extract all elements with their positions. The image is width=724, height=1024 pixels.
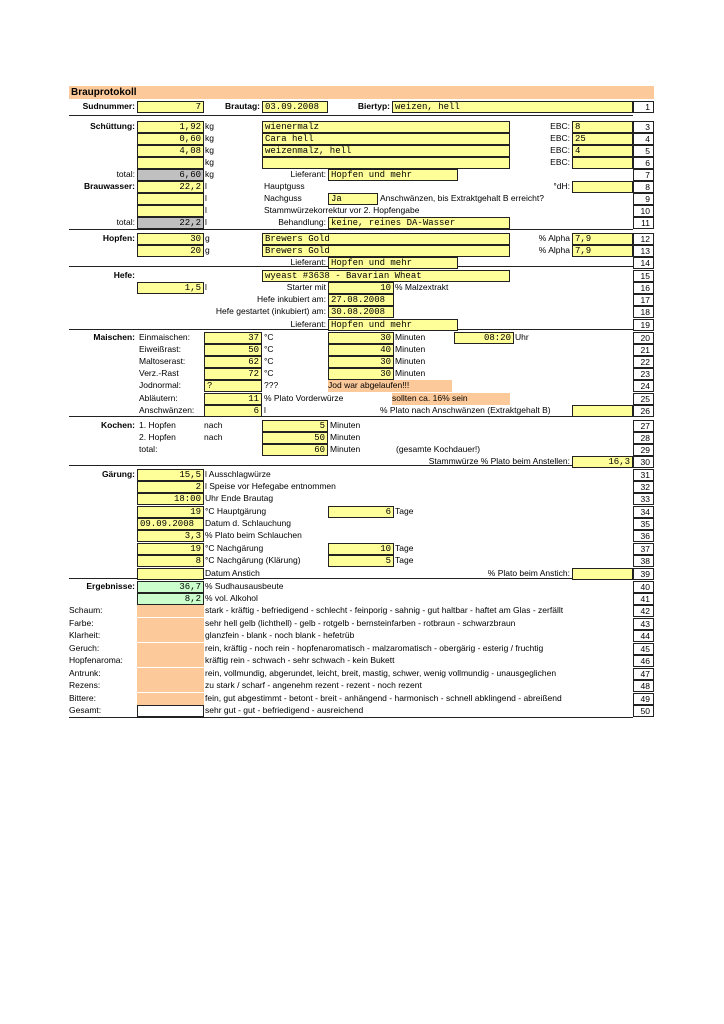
row-number: 32 [633,481,654,493]
input-cell[interactable]: 22,2 [137,181,204,193]
input-cell[interactable] [137,643,204,655]
label-cell: °C Nachgärung (Klärung) [205,555,301,565]
label-cell: zu stark / scharf - angenehm rezent - rezent - noch rezent [205,680,422,690]
label-cell: rein, kräftig - noch rein - hopfenaromatisch - malzaromatisch - obergärig - esterig / fruchtig [205,643,544,653]
input-cell[interactable] [137,205,204,217]
label-cell: kg [205,133,214,143]
input-cell[interactable]: Hopfen und mehr [328,169,458,181]
input-cell[interactable] [137,693,204,705]
label-cell: kg [205,169,214,179]
label-cell: sehr hell gelb (lichthell) - gelb - rotgelb - bernsteinfarben - rotbraun - schwarzbraun [205,618,516,628]
label-cell: Maischen: [93,332,135,342]
label-cell: Brautag: [225,101,260,111]
input-cell[interactable]: 30 [137,233,204,245]
label-cell: °C Hauptgärung [205,506,267,516]
label-cell: Tage [395,506,414,516]
input-cell[interactable]: Hopfen und mehr [328,319,458,331]
label-cell: l [264,405,266,415]
input-cell[interactable] [137,655,204,667]
row-number: 14 [633,257,654,269]
label-cell: °C Nachgärung [205,543,264,553]
row-number: 26 [633,405,654,417]
label-cell: Biertyp: [357,101,390,111]
label-cell: Datum Anstich [205,568,260,578]
page-title: Brauprotokoll [69,86,654,99]
row-number: 15 [633,270,654,282]
label-cell: Klarheit: [69,630,101,640]
input-cell[interactable]: 72 [204,368,262,380]
input-cell[interactable]: 8 [572,121,633,133]
input-cell[interactable]: 30 [328,356,394,368]
label-cell: Behandlung: [278,217,326,227]
row-number: 3 [633,121,654,133]
input-cell[interactable]: 2 [137,481,204,493]
row-number: 50 [633,705,654,717]
input-cell[interactable] [572,157,633,169]
input-cell[interactable]: 1,5 [137,282,204,294]
input-cell[interactable]: 30.08.2008 [328,306,394,318]
row-number: 49 [633,693,654,705]
row-number: 42 [633,605,654,617]
row-number: 29 [633,444,654,456]
row-number: 33 [633,493,654,505]
input-cell[interactable] [262,157,510,169]
label-cell: stark - kräftig - befriedigend - schlecht - feinporig - sahnig - gut haltbar - haftet am Glas - zerfällt [205,605,564,615]
input-cell[interactable]: 0,60 [137,133,204,145]
section-divider [69,229,633,230]
label-cell: Minuten [395,368,426,378]
input-cell[interactable]: 20 [137,245,204,257]
row-number: 44 [633,630,654,642]
input-cell[interactable]: sollten ca. 16% sein [392,393,510,405]
label-cell: Lieferant: [290,257,326,267]
label-cell: ??? [264,380,279,390]
row-number: 43 [633,618,654,630]
row-number: 21 [633,344,654,356]
label-cell: kg [205,145,214,155]
label-cell: Schaum: [69,605,103,615]
row-number: 10 [633,205,654,217]
label-cell: Gesamt: [69,705,102,715]
label-cell: rein, vollmundig, abgerundet, leicht, breit, mastig, schwer, wenig vollmundig - unausgeglichen [205,668,557,678]
label-cell: kg [205,157,214,167]
row-number: 34 [633,506,654,518]
input-cell[interactable]: 10 [328,282,394,294]
input-cell[interactable] [137,618,204,630]
input-cell[interactable] [137,605,204,617]
row-number: 35 [633,518,654,530]
label-cell: EBC: [550,145,570,155]
row-number: 37 [633,543,654,555]
label-cell: nach [204,420,223,430]
label-cell: % Alpha [538,245,570,255]
input-cell[interactable]: 62 [204,356,262,368]
input-cell[interactable]: keine, reines DA-Wasser [328,217,510,229]
label-cell: Hauptguss [264,181,305,191]
label-cell: 2. Hopfen [139,432,176,442]
label-cell: Tage [395,555,414,565]
label-cell: l [205,193,207,203]
input-cell[interactable]: 8 [137,555,204,567]
label-cell: Eiweißrast: [139,344,182,354]
input-cell[interactable]: 16,3 [572,456,633,468]
row-number: 38 [633,555,654,567]
label-cell: Sudnummer: [82,101,135,111]
input-cell[interactable]: weizen, hell [392,101,633,113]
label-cell: Gärung: [101,469,135,479]
input-cell[interactable]: 09.09.2008 [137,518,204,530]
row-number: 18 [633,306,654,318]
label-cell: EBC: [550,121,570,131]
row-number: 8 [633,181,654,193]
label-cell: Minuten [395,344,426,354]
label-cell: sehr gut - gut - befriedigend - ausreichend [205,705,364,715]
row-number: 30 [633,456,654,468]
label-cell: l Ausschlagwürze [205,469,271,479]
input-cell[interactable] [137,568,204,580]
label-cell: g [205,245,210,255]
label-cell: EBC: [550,133,570,143]
label-cell: % Malzextrakt [395,282,449,292]
label-cell: Anschwänzen, bis Extraktgehalt B erreicht? [380,193,544,203]
label-cell: % vol. Alkohol [205,593,258,603]
input-cell[interactable]: 27.08.2008 [328,294,394,306]
input-cell[interactable]: Brewers Gold [262,233,510,245]
row-number: 11 [633,217,654,229]
input-cell[interactable]: weizenmalz, hell [262,145,510,157]
row-number: 13 [633,245,654,257]
label-cell: Uhr Ende Brautag [205,493,274,503]
input-cell[interactable]: 15,5 [137,469,204,481]
input-cell[interactable]: 7,9 [572,233,633,245]
input-cell[interactable]: 50 [204,344,262,356]
label-cell: % Plato Vorderwürze [264,393,344,403]
label-cell: l Speise vor Hefegabe entnommen [205,481,336,491]
label-cell: Minuten [330,420,361,430]
input-cell[interactable] [137,705,204,717]
label-cell: Verz.-Rast [139,368,179,378]
label-cell: Hefe inkubiert am: [257,294,326,304]
row-number: 47 [633,668,654,680]
label-cell: EBC: [550,157,570,167]
input-cell[interactable]: 22,2 [137,217,204,229]
input-cell[interactable] [137,157,204,169]
row-number: 46 [633,655,654,667]
label-cell: °C [264,368,274,378]
label-cell: Datum d. Schlauchung [205,518,291,528]
input-cell[interactable]: 40 [328,344,394,356]
label-cell: kg [205,121,214,131]
input-cell[interactable] [572,568,633,580]
label-cell: 1. Hopfen [139,420,176,430]
label-cell: l [205,205,207,215]
input-cell[interactable]: 25 [572,133,633,145]
label-cell: (gesamte Kochdauer!) [396,444,481,454]
label-cell: Stammwürzekorrektur vor 2. Hopfengabe [264,205,420,215]
label-cell: Farbe: [69,618,94,628]
label-cell: Tage [395,543,414,553]
label-cell: fein, gut abgestimmt - betont - breit - anhängend - harmonisch - schnell abklingend - abreißend [205,693,562,703]
label-cell: Kochen: [101,420,135,430]
label-cell: Geruch: [69,643,100,653]
row-number: 28 [633,432,654,444]
label-cell: Stammwürze % Plato beim Anstellen: [428,456,570,466]
label-cell: nach [204,432,223,442]
row-number: 4 [633,133,654,145]
input-cell[interactable]: 30 [328,332,394,344]
row-number: 39 [633,568,654,580]
section-divider [69,717,633,718]
input-cell[interactable] [137,193,204,205]
label-cell: °C [264,356,274,366]
label-cell: l [205,217,207,227]
label-cell: total: [139,444,158,454]
label-cell: Abläutern: [139,393,178,403]
label-cell: Uhr [515,332,529,342]
label-cell: % Plato beim Schlauchen [205,530,302,540]
label-cell: Minuten [330,432,361,442]
label-cell: Nachguss [264,193,302,203]
input-cell[interactable]: wienermalz [262,121,510,133]
label-cell: l [205,282,207,292]
row-number: 25 [633,393,654,405]
label-cell: total: [116,169,135,179]
label-cell: % Sudhausausbeute [205,581,284,591]
label-cell: Lieferant: [290,319,326,329]
label-cell: Rezens: [69,680,101,690]
label-cell: total: [116,217,135,227]
input-cell[interactable]: 5 [262,420,328,432]
input-cell[interactable]: Hopfen und mehr [328,257,458,269]
row-number: 7 [633,169,654,181]
label-cell: g [205,233,210,243]
label-cell: Bittere: [69,693,96,703]
input-cell[interactable]: 08:20 [454,332,514,344]
label-cell: % Plato beim Anstich: [487,568,570,578]
input-cell[interactable]: Ja [328,193,378,205]
input-cell[interactable]: 8,2 [137,593,204,605]
row-number: 5 [633,145,654,157]
input-cell[interactable]: 6,60 [137,169,204,181]
label-cell: Minuten [395,332,426,342]
row-number: 41 [633,593,654,605]
label-cell: % Alpha [538,233,570,243]
label-cell: °C [264,344,274,354]
input-cell[interactable]: Cara hell [262,133,510,145]
row-number: 22 [633,356,654,368]
row-number: 36 [633,530,654,542]
label-cell: Lieferant: [290,169,326,179]
input-cell[interactable]: 18:00 [137,493,204,505]
label-cell: Minuten [395,356,426,366]
input-cell[interactable]: 6 [204,405,262,417]
label-cell: Jodnormal: [139,380,182,390]
input-cell[interactable]: 30 [328,368,394,380]
label-cell: Hopfen: [102,233,135,243]
row-number: 31 [633,469,654,481]
input-cell[interactable]: 19 [137,543,204,555]
row-number: 45 [633,643,654,655]
label-cell: Ergebnisse: [86,581,135,591]
label-cell: l [205,181,207,191]
label-cell: Anschwänzen: [139,405,195,415]
label-cell: Starter mit [286,282,326,292]
label-cell: kräftig rein - schwach - sehr schwach - kein Bukett [205,655,395,665]
input-cell[interactable]: 6 [328,506,394,518]
row-number: 27 [633,420,654,432]
row-number: 9 [633,193,654,205]
input-cell[interactable]: 4 [572,145,633,157]
input-cell[interactable]: 03.09.2008 [262,101,328,113]
input-cell[interactable]: Jod war abgelaufen!!! [328,380,452,392]
input-cell[interactable]: wyeast #3638 - Bavarian Wheat [262,270,510,282]
label-cell: °dH: [553,181,570,191]
label-cell: Minuten [330,444,361,454]
input-cell[interactable]: 7 [137,101,204,113]
input-cell[interactable]: Brewers Gold [262,245,510,257]
input-cell[interactable]: 4,08 [137,145,204,157]
input-cell[interactable]: 37 [204,332,262,344]
row-number: 17 [633,294,654,306]
input-cell[interactable] [137,680,204,692]
row-number: 23 [633,368,654,380]
label-cell: Hopfenaroma: [69,655,123,665]
input-cell[interactable]: 10 [328,543,394,555]
input-cell[interactable] [137,630,204,642]
row-number: 24 [633,380,654,392]
input-cell[interactable]: 3,3 [137,530,204,542]
label-cell: % Plato nach Anschwänzen (Extraktgehalt B) [380,405,551,415]
input-cell[interactable]: 60 [262,444,328,456]
label-cell: Maltoserast: [139,356,186,366]
input-cell[interactable] [572,181,633,193]
input-cell[interactable]: ? [204,380,262,392]
section-divider [69,115,633,116]
input-cell[interactable]: 7,9 [572,245,633,257]
input-cell[interactable]: 1,92 [137,121,204,133]
row-number: 48 [633,680,654,692]
label-cell: glanzfein - blank - noch blank - hefetrüb [205,630,355,640]
row-number: 1 [633,101,654,113]
row-number: 20 [633,332,654,344]
input-cell[interactable]: 11 [204,393,262,405]
label-cell: Hefe gestartet (inkubiert) am: [215,306,326,316]
input-cell[interactable] [137,668,204,680]
label-cell: Einmaischen: [139,332,191,342]
row-number: 16 [633,282,654,294]
label-cell: Brauwasser: [83,181,135,191]
label-cell: Schüttung: [90,121,135,131]
row-number: 6 [633,157,654,169]
row-number: 19 [633,319,654,331]
row-number: 40 [633,581,654,593]
label-cell: °C [264,332,274,342]
input-cell[interactable]: 36,7 [137,581,204,593]
input-cell[interactable] [572,405,633,417]
label-cell: Hefe: [113,270,135,280]
row-number: 12 [633,233,654,245]
input-cell[interactable]: 5 [328,555,394,567]
input-cell[interactable]: 19 [137,506,204,518]
label-cell: Antrunk: [69,668,101,678]
input-cell[interactable]: 50 [262,432,328,444]
